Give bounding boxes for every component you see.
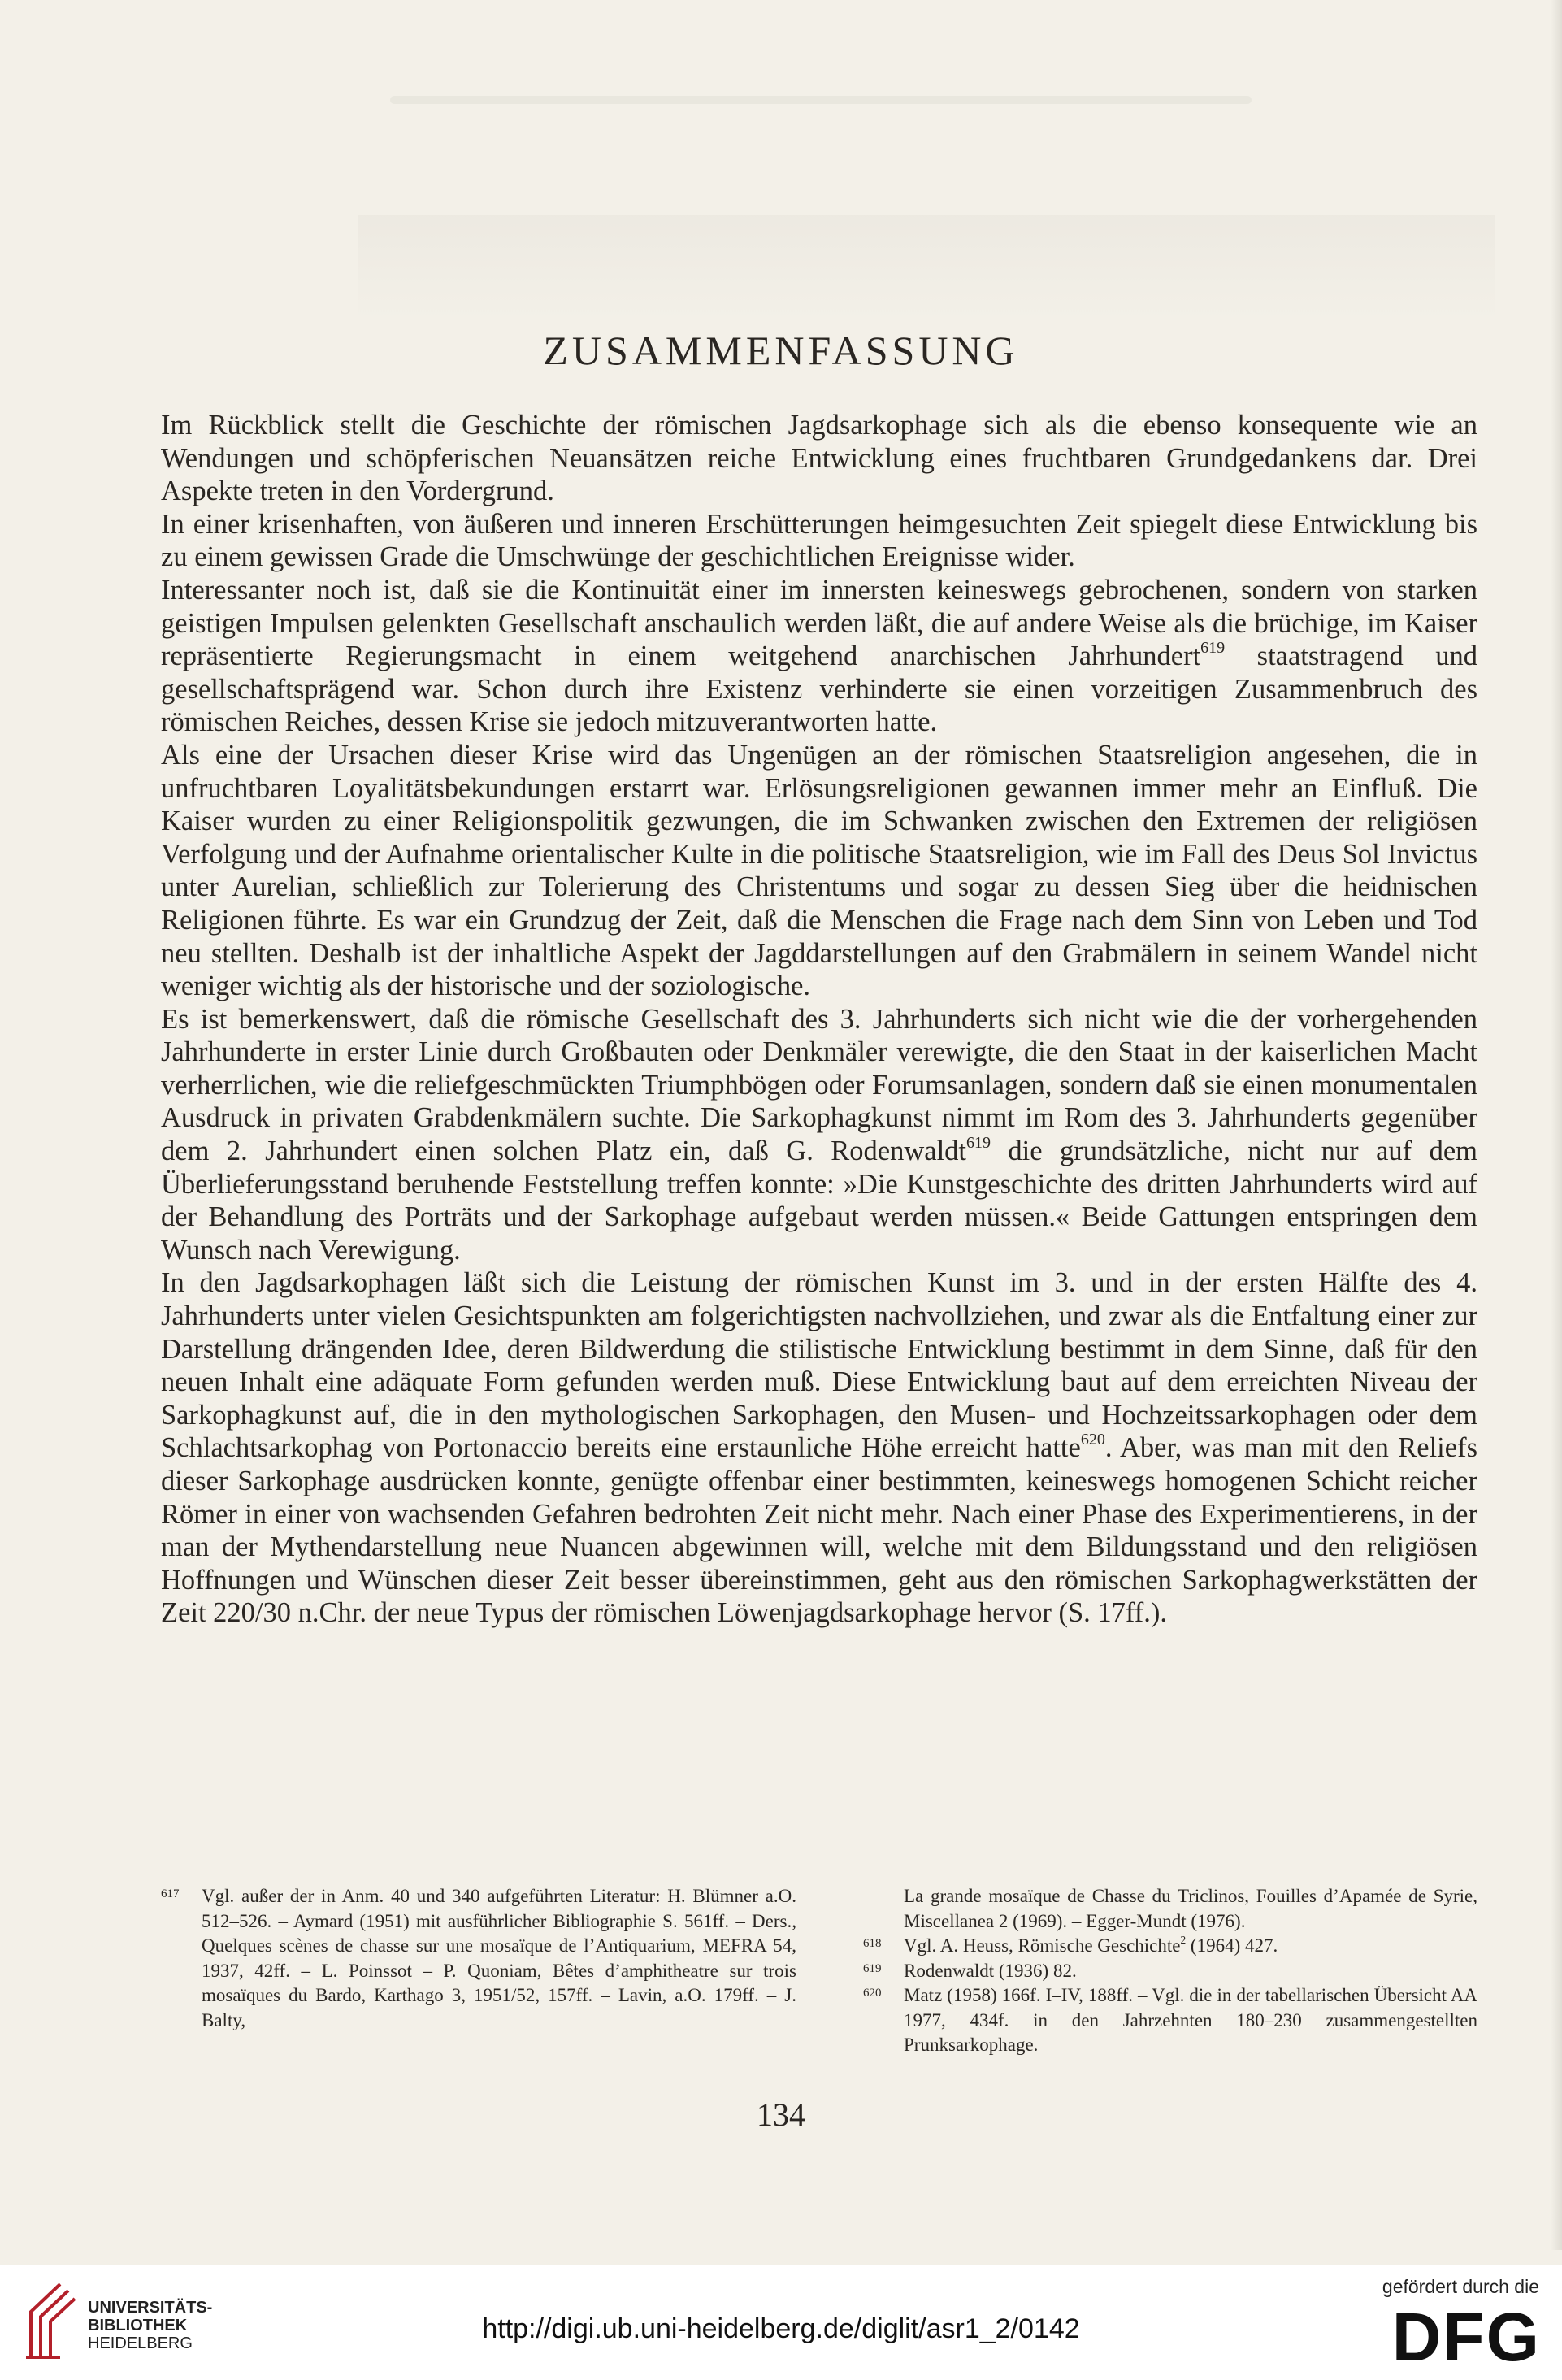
footnote-number: 620 (863, 1987, 882, 2000)
digitization-footer (0, 2265, 1562, 2380)
footnote-text: Rodenwaldt (1936) 82. (904, 1960, 1077, 1981)
paragraph (161, 508, 1477, 574)
footnote-ref[interactable]: 619 (1200, 639, 1226, 658)
footnote-text: La grande mosaïque de Chasse du Triclinos, Fouilles d’Apamée de Syrie, Miscellanea 2 (1969). – Egger-Mundt (1976). (904, 1886, 1477, 1931)
paragraph-text: In den Jagdsarkophagen läßt sich die Leistung der römischen Kunst im 3. und in der ersten Hälfte des 4. Jahrhunderts unter vielen Gesichtspunkten am folgerichtigsten nachvollziehen, und zwar als die Entfaltung einer zur Darstellung drängenden Idee, deren Bildwerdung die stilistische Entwicklung bestimmt in dem Sinne, daß für den neuen Inhalt eine adäquate Form gefunden werden muß. Diese Entwicklung baut auf dem erreichten Niveau der Sarkophagkunst auf, die in den mythologischen Sarkophagen, den Musen- und Hochzeitssarkophagen oder dem Schlachtsarkophag von Portonaccio bereits eine erstaunliche Höhe erreicht hatte (161, 1267, 1477, 1464)
footnote-text: Vgl. A. Heuss, Römische Geschichte (904, 1935, 1181, 1956)
paragraph (161, 409, 1477, 508)
footnote-ref[interactable]: 619 (966, 1134, 991, 1153)
paragraph-text: staatstragend und gesellschaftsprägend war. Schon durch ihre Existenz verhinderte sie einen vorzeitigen Zusammenbruch des römischen Reiches, dessen Krise sie jedoch mitzuverantworten hatte. (161, 641, 1477, 738)
paragraph (161, 739, 1477, 1003)
page-number: 134 (757, 2096, 805, 2133)
footnote-ref[interactable]: 620 (1080, 1431, 1105, 1449)
footnote-number: 618 (863, 1937, 882, 1950)
page-title: ZUSAMMENFASSUNG (543, 328, 1019, 373)
footnote-text: Matz (1958) 166f. I–IV, 188ff. – Vgl. die in der tabellarischen Übersicht AA 1977, 434f. in den Jahrzehnten 180–230 zusammengestellten Prunksarkophage. (904, 1985, 1477, 2055)
main-text (161, 409, 1477, 1630)
paragraph (161, 1003, 1477, 1267)
footnote-text: Vgl. außer der in Anm. 40 und 340 aufgeführten Literatur: H. Blümner a.O. 512–526. – Aymard (1951) mit ausführlicher Bibliographie S. 561ff. – Ders., Quelques scènes de chasse sur une mosaïque de l’Antiquarium, MEFRA 54, 1937, 42ff. – L. Poinssot – P. Quoniam, Bêtes d’amphitheatre sur trois mosaïques du Bardo, Karthago 3, 1951/52, 157ff. – Lavin, a.O. 179ff. – J. Balty, (202, 1886, 796, 2030)
library-name-line-1: UNIVERSITÄTS- (88, 2299, 213, 2317)
paragraph-text: In einer krisenhaften, von äußeren und inneren Erschütterungen heimgesuchten Zeit spiegelt diese Entwicklung bis zu einem gewissen Grade die Umschwünge der geschichtlichen Ereignisse wider. (161, 508, 1477, 573)
funded-by-label: gefördert durch die (1382, 2276, 1539, 2297)
permalink-url[interactable]: http://digi.ub.uni-heidelberg.de/diglit/asr1_2/0142 (482, 2313, 1080, 2344)
library-name-line-2: BIBLIOTHEK (88, 2317, 188, 2334)
paragraph-text: die grundsätzliche, nicht nur auf dem Überlieferungsstand beruhende Feststellung treffen konnte: »Die Kunstgeschichte des dritten Jahrhunderts wird auf der Behandlung des Porträts und der Sarkophage aufgebaut werden müssen.« Beide Gattungen entspringen dem Wunsch nach Verewigung. (161, 1136, 1477, 1266)
paragraph (161, 574, 1477, 739)
dfg-logo[interactable]: DFG (1391, 2299, 1541, 2375)
edition-superscript: 2 (1180, 1934, 1187, 1946)
paragraph-text: Interessanter noch ist, daß sie die Kontinuität einer im innersten keineswegs gebrochenen, sondern von starken geistigen Impulsen gelenkten Gesellschaft anschaulich werden läßt, die auf andere Weise als die brüchige, im Kaiser repräsentierte Regierungsmacht in einem weitgehend anarchischen Jahrhundert (161, 574, 1477, 672)
footnotes-right-column (863, 1884, 1477, 2058)
show-through-shadow (358, 215, 1495, 321)
footnote (863, 1959, 1477, 1984)
footnote-number: 619 (863, 1961, 882, 1975)
footnote-number: 617 (161, 1887, 180, 1900)
library-name-line-3: HEIDELBERG (88, 2334, 193, 2352)
paragraph-text: Im Rückblick stellt die Geschichte der römischen Jagdsarkophage sich als die ebenso konsequente wie an Wendungen und schöpferischen Neuansätzen reiche Entwicklung eines fruchtbaren Grundgedankens dar. Drei Aspekte treten in den Vordergrund. (161, 410, 1477, 507)
footnote-text-tail: (1964) 427. (1186, 1935, 1278, 1956)
paragraph-text: Es ist bemerkenswert, daß die römische Gesellschaft des 3. Jahrhunderts sich nicht wie die der vorhergehenden Jahrhunderte in erster Linie durch Großbauten oder Denkmäler verewigte, die den Staat in der kaiserlichen Macht verherrlichen, wie die reliefgeschmückten Triumphbögen oder Forumsanlagen, sondern daß sie einen monumentalen Ausdruck in privaten Grabdenkmälern suchte. Die Sarkophagkunst nimmt im Rom des 3. Jahrhunderts gegenüber dem 2. Jahrhundert einen solchen Platz ein, daß G. Rodenwaldt (161, 1003, 1477, 1167)
footnote (863, 1884, 1477, 1934)
footnote (161, 1884, 796, 2033)
paragraph (161, 1266, 1477, 1630)
footnote (863, 1983, 1477, 2058)
paragraph-text: Als eine der Ursachen dieser Krise wird das Ungenügen an der römischen Staatsreligion angesehen, die in unfruchtbaren Loyalitätsbekundungen erstarrt war. Erlösungsreligionen gewannen immer mehr an Einfluß. Die Kaiser wurden zu einer Religionspolitik gezwungen, die im Schwanken zwischen den Extremen der religiösen Verfolgung und der Aufnahme orientalischer Kulte in die politische Staatsreligion, wie im Fall des Deus Sol Invictus unter Aurelian, schließlich zur Tolerierung des Christentums und sogar zu dessen Sieg über die heidnischen Religionen führte. Es war ein Grundzug der Zeit, daß die Menschen die Frage nach dem Sinn von Leben und Tod neu stellten. Deshalb ist der inhaltliche Aspekt der Jagddarstellungen auf den Grabmälern in seinem Wandel nicht weniger wichtig als der historische und der soziologische. (161, 739, 1477, 1002)
footnote (863, 1934, 1477, 1959)
show-through-text (390, 96, 1252, 104)
paragraph-text: . Aber, was man mit den Reliefs dieser Sarkophage ausdrücken konnte, genügte offenbar einer bestimmten, keineswegs homogenen Schicht reicher Römer in einer von wachsenden Gefahren bedrohten Zeit nicht mehr. Nach einer Phase des Experimentierens, in der man der Mythendarstellung neue Nuancen abgewinnen will, welche mit dem Bildungsstand und den religiösen Hoffnungen und Wünschen dieser Zeit besser übereinstimmen, geht aus den römischen Sarkophagwerkstätten der Zeit 220/30 n.Chr. der neue Typus der römischen Löwenjagdsarkophage hervor (S. 17ff.). (161, 1432, 1477, 1629)
footnotes-left-column (161, 1884, 796, 2033)
